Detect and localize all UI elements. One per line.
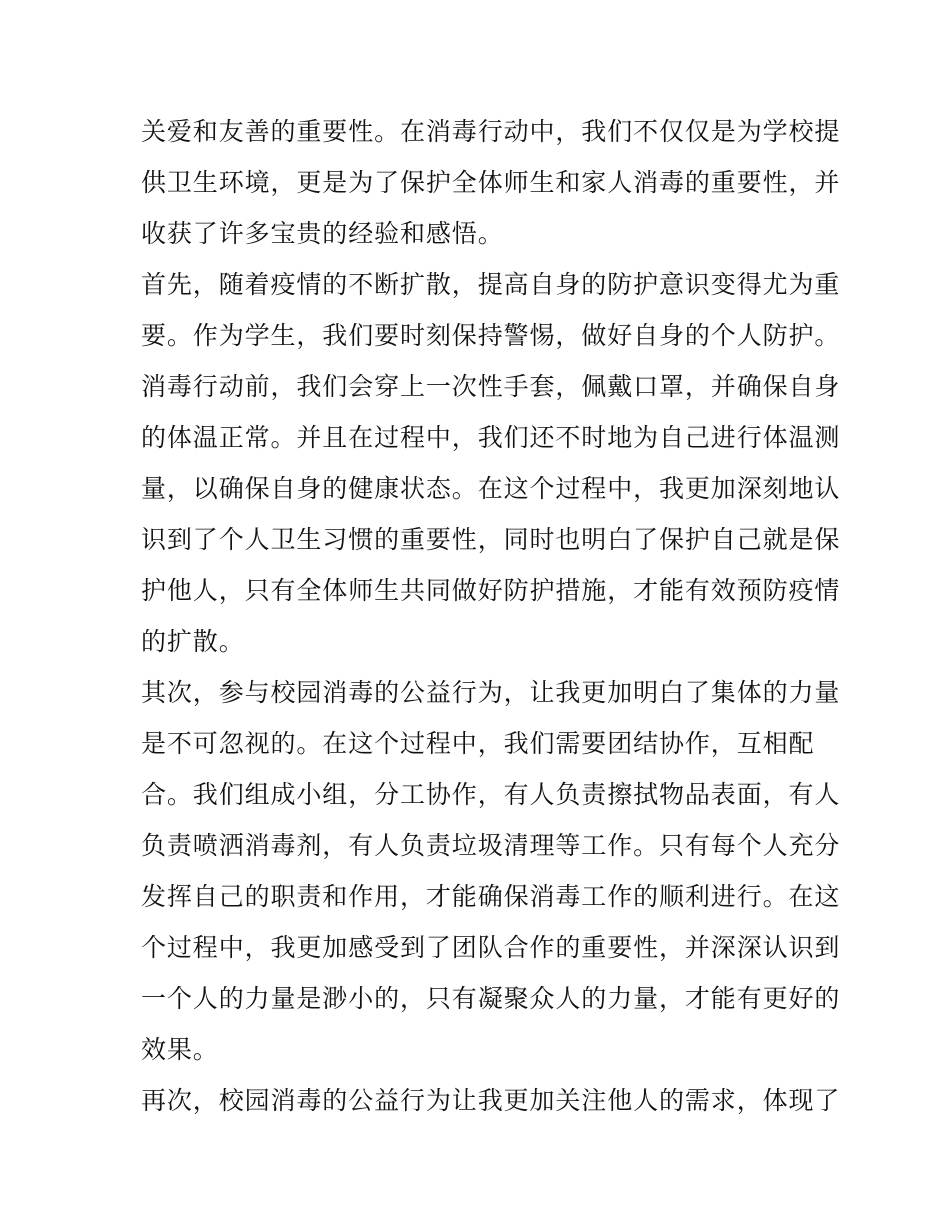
body-text	[141, 106, 841, 1126]
text-line-5: 要。作为学生，我们要时刻保持警惕，做好自身的个人防护。	[141, 321, 841, 350]
text-line-6: 消毒行动前，我们会穿上一次性手套，佩戴口罩，并确保自身	[141, 372, 841, 401]
text-line-2: 供卫生环境，更是为了保护全体师生和家人消毒的重要性，并	[141, 168, 841, 197]
text-line-8: 量，以确保自身的健康状态。在这个过程中，我更加深刻地认	[141, 474, 841, 503]
text-line-4: 首先，随着疫情的不断扩散，提高自身的防护意识变得尤为重	[141, 270, 841, 299]
text-line-3: 收获了许多宝贵的经验和感悟。	[141, 219, 504, 248]
text-line-15: 负责喷洒消毒剂，有人负责垃圾清理等工作。只有每个人充分	[141, 831, 841, 860]
text-line-9: 识到了个人卫生习惯的重要性，同时也明白了保护自己就是保	[141, 525, 841, 554]
text-line-1: 关爱和友善的重要性。在消毒行动中，我们不仅仅是为学校提	[141, 117, 841, 146]
text-line-20: 再次，校园消毒的公益行为让我更加关注他人的需求，体现了	[141, 1086, 841, 1115]
text-line-18: 一个人的力量是渺小的，只有凝聚众人的力量，才能有更好的	[141, 984, 841, 1013]
text-line-11: 的扩散。	[141, 627, 245, 656]
text-line-13: 是不可忽视的。在这个过程中，我们需要团结协作，互相配	[141, 729, 815, 758]
text-line-12: 其次，参与校园消毒的公益行为，让我更加明白了集体的力量	[141, 678, 841, 707]
text-line-19: 效果。	[141, 1035, 219, 1064]
text-line-7: 的体温正常。并且在过程中，我们还不时地为自己进行体温测	[141, 423, 841, 452]
text-line-16: 发挥自己的职责和作用，才能确保消毒工作的顺利进行。在这	[141, 882, 841, 911]
text-line-14: 合。我们组成小组，分工协作，有人负责擦拭物品表面，有人	[141, 780, 841, 809]
text-line-10: 护他人，只有全体师生共同做好防护措施，才能有效预防疫情	[141, 576, 841, 605]
text-line-17: 个过程中，我更加感受到了团队合作的重要性，并深深认识到	[141, 933, 841, 962]
